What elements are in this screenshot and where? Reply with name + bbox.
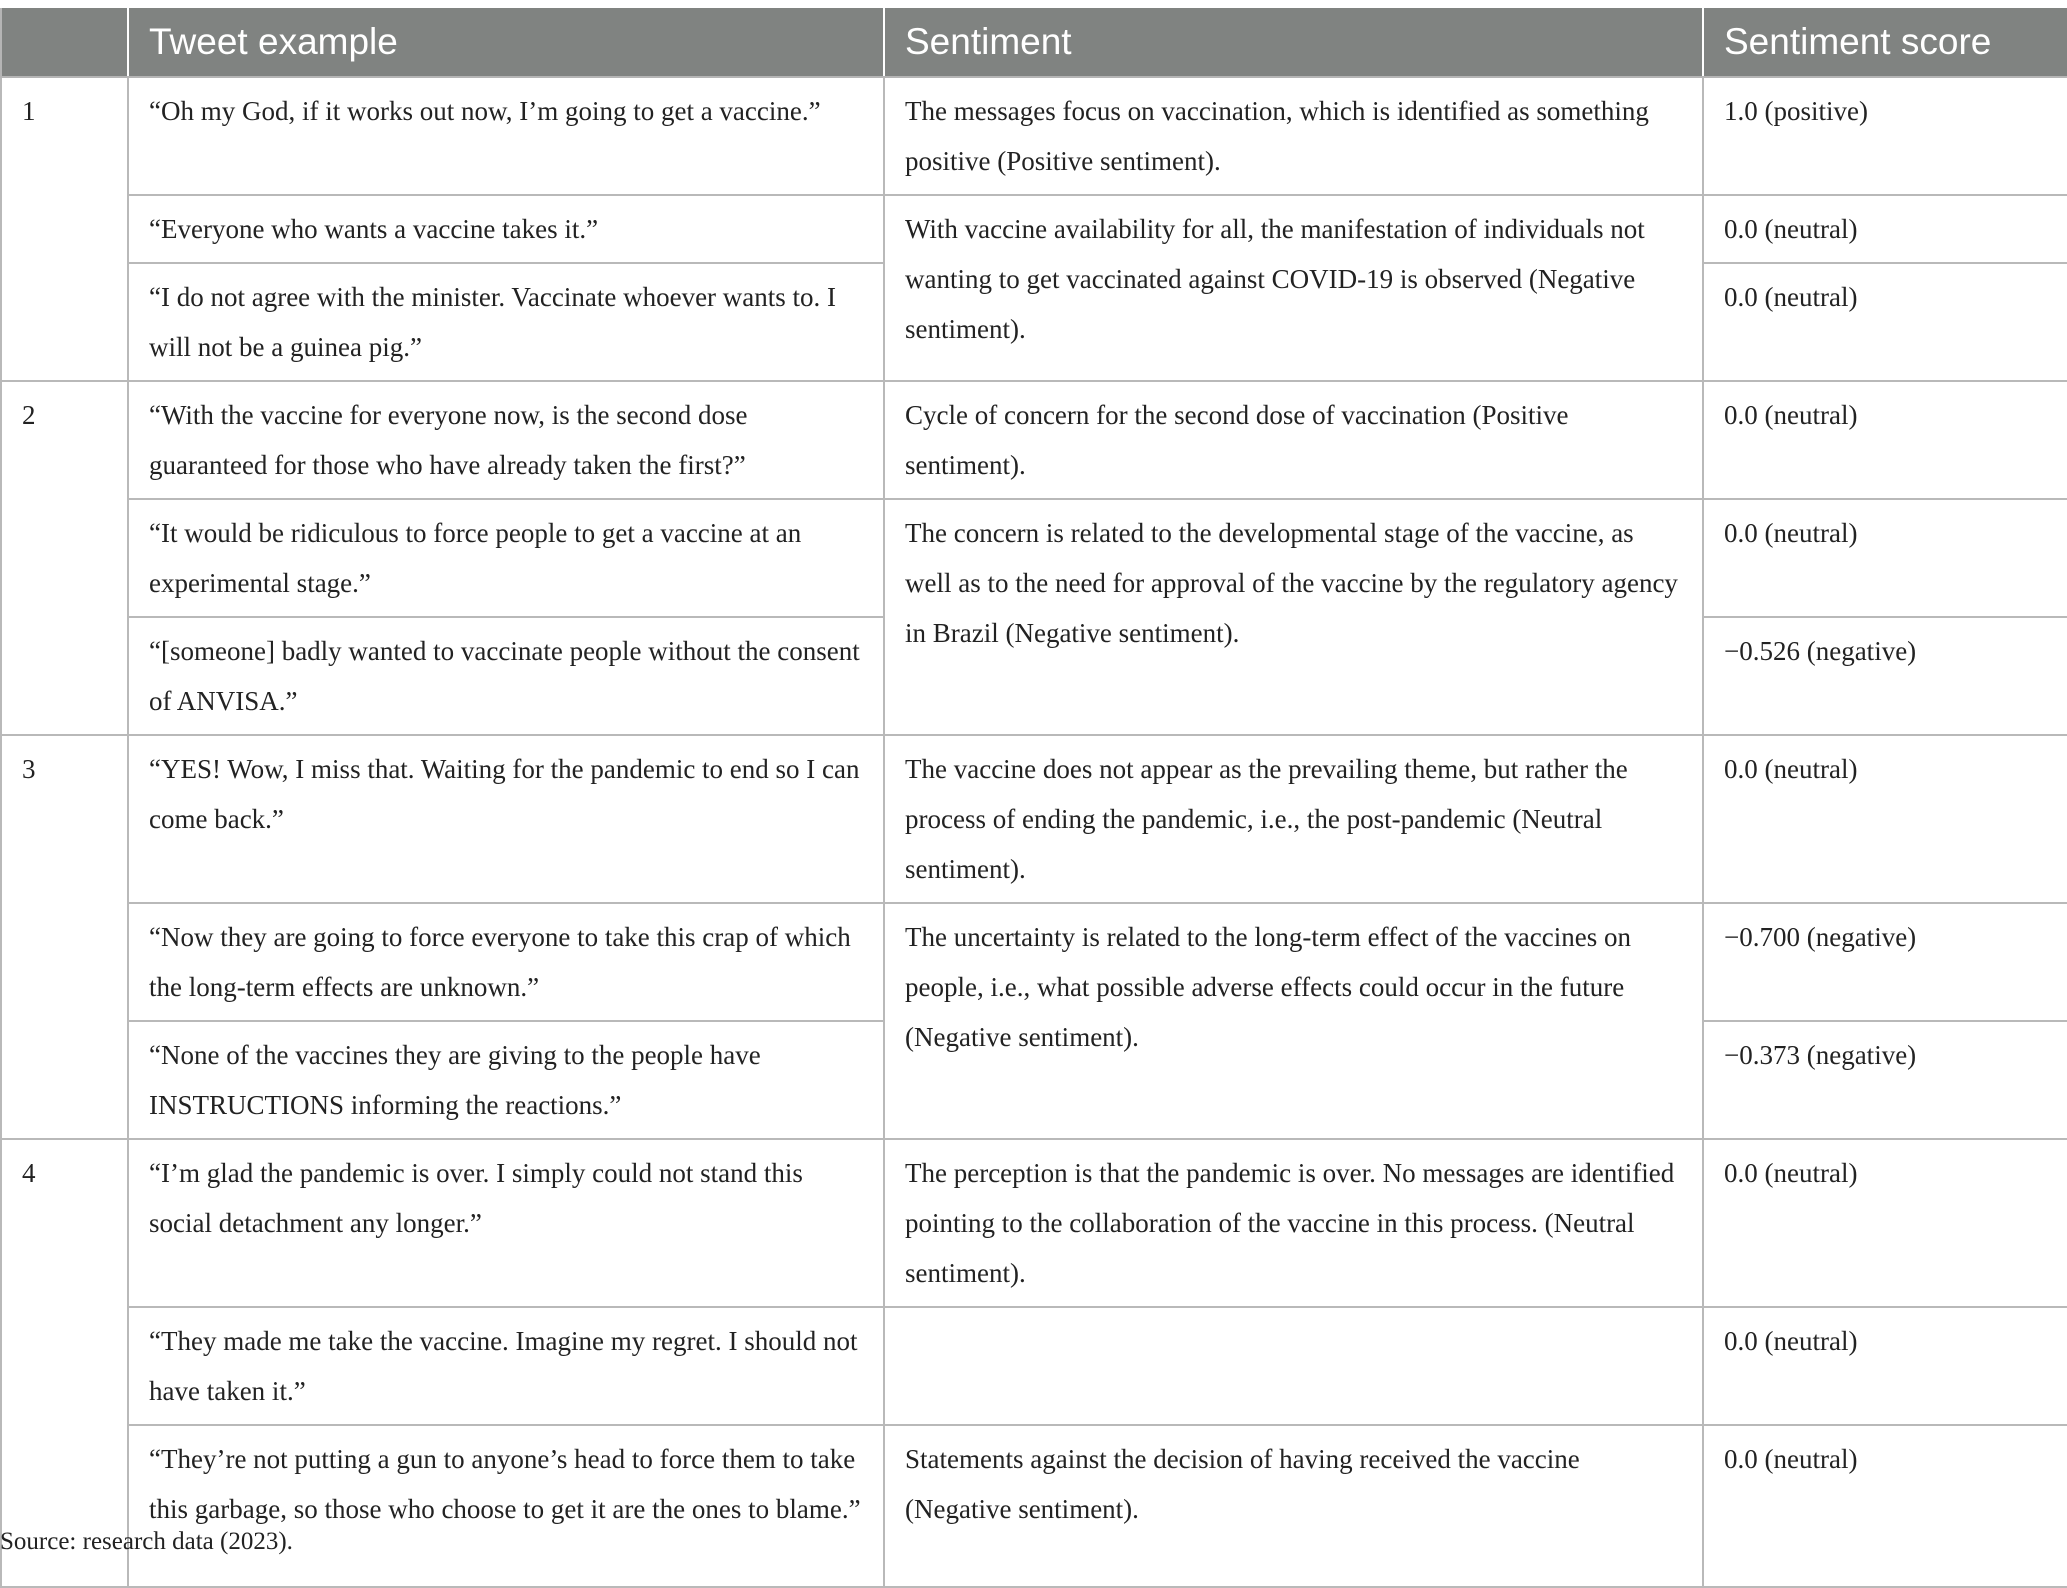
score-cell: 0.0 (neutral) <box>1703 735 2067 903</box>
score-cell: 0.0 (neutral) <box>1703 381 2067 499</box>
tweet-cell: “With the vaccine for everyone now, is the second dose guaranteed for those who have already taken the first?” <box>128 381 884 499</box>
header-row <box>1 8 2067 77</box>
sentiment-cell: The concern is related to the developmental stage of the vaccine, as well as to the need for approval of the vaccine by the regulatory agency in Brazil (Negative sentiment). <box>884 499 1703 735</box>
tweet-cell: “It would be ridiculous to force people to get a vaccine at an experimental stage.” <box>128 499 884 617</box>
header-sentiment: Sentiment <box>884 8 1703 77</box>
score-cell: 0.0 (neutral) <box>1703 195 2067 263</box>
score-cell: −0.373 (negative) <box>1703 1021 2067 1139</box>
sentiment-cell: Cycle of concern for the second dose of vaccination (Positive sentiment). <box>884 381 1703 499</box>
score-cell: 0.0 (neutral) <box>1703 1307 2067 1425</box>
table-row <box>1 735 2067 903</box>
sentiment-cell <box>884 1307 1703 1425</box>
tweet-cell: “They made me take the vaccine. Imagine my regret. I should not have taken it.” <box>128 1307 884 1425</box>
tweet-cell: “[someone] badly wanted to vaccinate people without the consent of ANVISA.” <box>128 617 884 735</box>
table-row <box>1 381 2067 499</box>
tweet-cell: “Everyone who wants a vaccine takes it.” <box>128 195 884 263</box>
table-row <box>1 499 2067 617</box>
score-cell: −0.526 (negative) <box>1703 617 2067 735</box>
table-row <box>1 1139 2067 1307</box>
score-cell: 0.0 (neutral) <box>1703 263 2067 381</box>
tweet-cell: “Oh my God, if it works out now, I’m going to get a vaccine.” <box>128 77 884 195</box>
sentiment-cell: The messages focus on vaccination, which is identified as something positive (Positive sentiment). <box>884 77 1703 195</box>
source-note: Source: research data (2023). <box>0 1528 293 1555</box>
sentiment-table <box>0 8 2067 1588</box>
table-row <box>1 1307 2067 1425</box>
group-number: 2 <box>1 381 128 735</box>
tweet-cell: “I do not agree with the minister. Vaccinate whoever wants to. I will not be a guinea pig.” <box>128 263 884 381</box>
sentiment-cell: The vaccine does not appear as the prevailing theme, but rather the process of ending the pandemic, i.e., the post-pandemic (Neutral sentiment). <box>884 735 1703 903</box>
tweet-cell: “They’re not putting a gun to anyone’s head to force them to take this garbage, so those who choose to get it are the ones to blame.” <box>128 1425 884 1587</box>
table-row <box>1 903 2067 1021</box>
header-sentiment-score: Sentiment score <box>1703 8 2067 77</box>
tweet-cell: “None of the vaccines they are giving to the people have INSTRUCTIONS informing the reactions.” <box>128 1021 884 1139</box>
tweet-cell: “Now they are going to force everyone to take this crap of which the long-term effects are unknown.” <box>128 903 884 1021</box>
sentiment-cell: The uncertainty is related to the long-term effect of the vaccines on people, i.e., what possible adverse effects could occur in the future (Negative sentiment). <box>884 903 1703 1139</box>
table-row <box>1 77 2067 195</box>
group-number: 4 <box>1 1139 128 1587</box>
sentiment-cell: Statements against the decision of having received the vaccine (Negative sentiment). <box>884 1425 1703 1587</box>
score-cell: 0.0 (neutral) <box>1703 499 2067 617</box>
score-cell: 0.0 (neutral) <box>1703 1425 2067 1587</box>
score-cell: 1.0 (positive) <box>1703 77 2067 195</box>
tweet-cell: “I’m glad the pandemic is over. I simply could not stand this social detachment any longer.” <box>128 1139 884 1307</box>
sentiment-cell: With vaccine availability for all, the manifestation of individuals not wanting to get vaccinated against COVID-19 is observed (Negative sentiment). <box>884 195 1703 381</box>
table-row <box>1 195 2067 263</box>
group-number: 1 <box>1 77 128 381</box>
sentiment-cell: The perception is that the pandemic is over. No messages are identified pointing to the collaboration of the vaccine in this process. (Neutral sentiment). <box>884 1139 1703 1307</box>
header-tweet-example: Tweet example <box>128 8 884 77</box>
score-cell: 0.0 (neutral) <box>1703 1139 2067 1307</box>
score-cell: −0.700 (negative) <box>1703 903 2067 1021</box>
header-number <box>1 8 128 77</box>
tweet-cell: “YES! Wow, I miss that. Waiting for the pandemic to end so I can come back.” <box>128 735 884 903</box>
group-number: 3 <box>1 735 128 1139</box>
sentiment-table-container <box>0 8 2067 1588</box>
table-row <box>1 1425 2067 1587</box>
